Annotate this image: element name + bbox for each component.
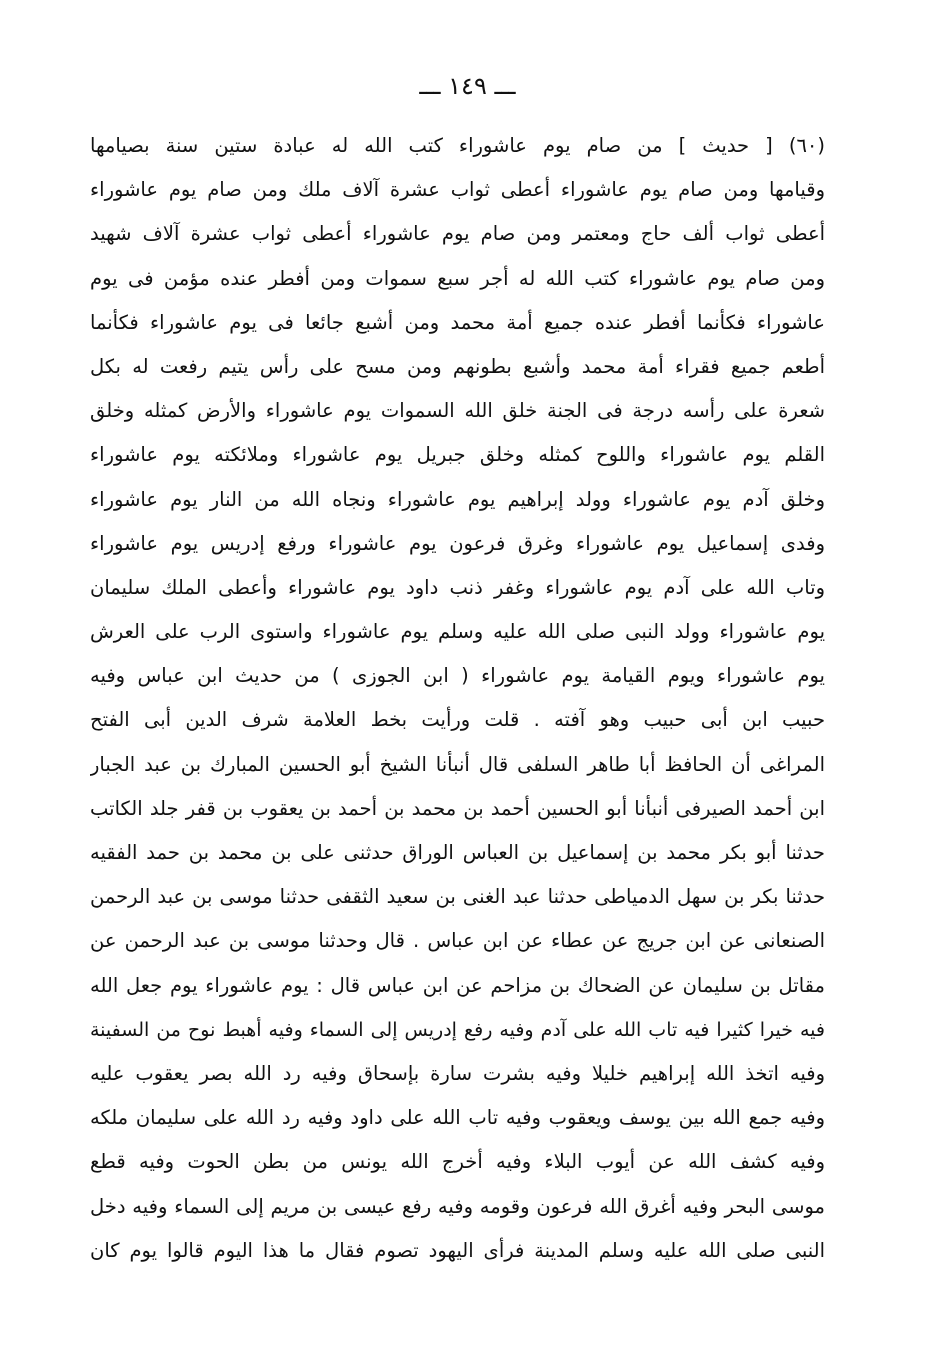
text-line: حدثنا أبو بكر محمد بن إسماعيل بن العباس الوراق حدثنى على بن محمد بن حمد الفقيه	[90, 841, 825, 864]
text-line: وفيه كشف الله عن أيوب البلاء وفيه أخرج الله يونس من بطن الحوت وفيه قطع	[90, 1150, 825, 1174]
text-line: أعطى ثواب ألف حاج ومعتمر ومن صام يوم عاشوراء أعطى ثواب عشرة آلاف شهيد	[90, 222, 825, 246]
text-line: أطعم جميع فقراء أمة محمد وأشبع بطونهم ومن مسح على رأس يتيم رفعت له بكل	[90, 354, 825, 378]
text-line: موسى البحر وفيه أغرق الله فرعون وقومه وفيه رفع عيسى بن مريم إلى السماء وفيه دخل	[90, 1194, 825, 1218]
text-line: وفدى إسماعيل يوم عاشوراء وغرق فرعون يوم عاشوراء ورفع إدريس يوم عاشوراء	[90, 531, 825, 555]
text-line: وتاب الله على آدم يوم عاشوراء وغفر ذنب داود يوم عاشوراء وأعطى الملك سليمان	[90, 575, 825, 599]
text-line: حبيب ابن أبى حبيب وهو آفته . قلت ورأيت بخط العلامة شرف الدين أبى الفتح	[90, 708, 825, 732]
text-line: المراغى أن الحافظ أبا طاهر السلفى قال أنبأنا الشيخ أبو الحسين المبارك بن عبد الجبار	[90, 752, 825, 776]
page-number: ـــ ١٤٩ ـــ	[419, 72, 516, 100]
text-line: حدثنا بكر بن سهل الدمياطى حدثنا عبد الغنى بن سعيد الثقفى حدثنا موسى بن عبد الرحمن	[90, 885, 825, 909]
text-line: وخلق آدم يوم عاشوراء وولد إبراهيم يوم عاشوراء ونجاه الله من النار يوم عاشوراء	[90, 487, 825, 511]
body-text	[90, 124, 825, 1273]
text-line: ابن أحمد الصيرفى أنبأنا أبو الحسين أحمد بن محمد بن أحمد بن يعقوب بن قفر جلد الكاتب	[90, 796, 825, 820]
text-line: فيه خيرا كثيرا فيه تاب الله على آدم وفيه رفع إدريس إلى السماء وفيه أهبط نوح من السفينة	[90, 1018, 825, 1041]
text-line: مقاتل بن سليمان عن الضحاك بن مزاحم عن ابن عباس قال : يوم عاشوراء يوم جعل الله	[90, 973, 825, 997]
text-line: وقيامها ومن صام يوم عاشوراء أعطى ثواب عشرة آلاف ملك ومن صام يوم عاشوراء	[90, 178, 825, 202]
text-line: شعرة على رأسه درجة فى الجنة خلق الله السموات يوم عاشوراء والأرض كمثله وخلق	[90, 399, 825, 423]
text-line: النبى صلى الله عليه وسلم المدينة فرأى اليهود تصوم فقال ما هذا اليوم قالوا يوم كان	[90, 1238, 825, 1262]
text-line: ومن صام يوم عاشوراء كتب الله له أجر سبع سموات ومن أفطر عنده مؤمن فى يوم	[90, 266, 825, 290]
text-line: القلم يوم عاشوراء واللوح كمثله وخلق جبريل يوم عاشوراء وملائكته يوم عاشوراء	[90, 443, 825, 467]
text-line: وفيه اتخذ الله إبراهيم خليلا وفيه بشرت سارة بإسحاق وفيه رد الله بصر يعقوب عليه	[90, 1061, 825, 1085]
text-line: الصنعانى عن ابن جريج عن عطاء عن ابن عباس . قال وحدثنا موسى بن عبد الرحمن عن	[90, 929, 825, 953]
text-line: وفيه جمع الله بين يوسف ويعقوب وفيه تاب الله على داود وفيه رد الله على سليمان ملكه	[90, 1106, 825, 1130]
text-line: يوم عاشوراء وولد النبى صلى الله عليه وسلم يوم عاشوراء واستوى الرب على العرش	[90, 620, 825, 644]
text-line: عاشوراء فكأنما أفطر عنده جميع أمة محمد ومن أشبع جائعا فى يوم عاشوراء فكأنما	[90, 310, 825, 334]
text-line: (٦٠) [ حديث ] من صام يوم عاشوراء كتب الله له عبادة ستين سنة بصيامها	[90, 134, 825, 157]
text-line: يوم عاشوراء ويوم القيامة يوم عاشوراء ( ابن الجوزى ) من حديث ابن عباس وفيه	[90, 664, 825, 688]
